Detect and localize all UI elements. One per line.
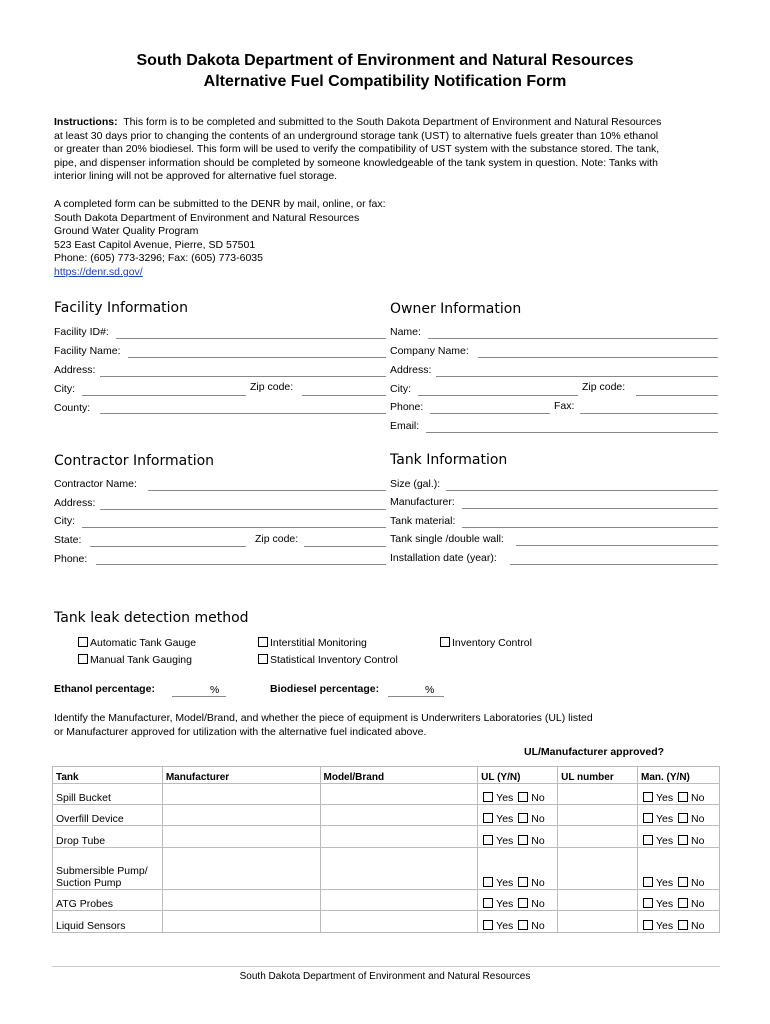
contractor-zip-field[interactable]	[304, 546, 386, 547]
yes-no-options	[641, 920, 705, 932]
owner-name-field[interactable]	[428, 338, 718, 339]
table-row	[53, 784, 720, 805]
model-brand-cell[interactable]	[320, 805, 478, 826]
yes-label: Yes	[496, 898, 514, 910]
no-label: No	[531, 898, 545, 910]
ul-yn-cell	[478, 805, 558, 826]
no-label: No	[531, 877, 545, 889]
yes-label: Yes	[655, 920, 674, 932]
manufacturer-cell[interactable]	[162, 848, 320, 890]
facility-county-field[interactable]	[100, 413, 386, 414]
identify-line: or Manufacturer approved for utilization with the alternative fuel indicated above.	[54, 725, 427, 738]
no-label: No	[691, 835, 705, 847]
form-agency-title: South Dakota Department of Environment and Natural Resources	[136, 52, 634, 69]
contractor-address-label: Address:	[54, 497, 96, 509]
contractor-state-label: State:	[54, 534, 82, 546]
yes-no-options	[641, 898, 705, 910]
yes-label: Yes	[496, 813, 514, 825]
owner-zip-label: Zip code:	[582, 381, 626, 393]
checkbox[interactable]	[258, 654, 268, 664]
submission-info	[54, 198, 722, 280]
option-interstitial-monitoring[interactable]	[258, 637, 367, 649]
ul-number-cell[interactable]	[558, 784, 638, 805]
facility-name-label: Facility Name:	[54, 345, 121, 357]
ul-yn-cell	[478, 911, 558, 933]
table-row	[53, 805, 720, 826]
model-brand-cell[interactable]	[320, 848, 478, 890]
no-checkbox[interactable]	[518, 792, 528, 802]
manufacturer-cell[interactable]	[162, 890, 320, 911]
yes-label: Yes	[655, 877, 674, 889]
yes-no-options	[481, 813, 545, 825]
contractor-heading: Contractor Information	[54, 453, 215, 469]
owner-heading: Owner Information	[390, 301, 522, 317]
option-statistical-inventory-control[interactable]	[258, 654, 398, 666]
contractor-zip-label: Zip code:	[255, 533, 299, 545]
yes-label: Yes	[496, 877, 514, 889]
owner-city-field[interactable]	[418, 395, 578, 396]
identify-instructions	[54, 712, 722, 739]
no-checkbox[interactable]	[518, 835, 528, 845]
man-yn-cell	[637, 890, 719, 911]
equipment-name: ATG Probes	[56, 898, 113, 910]
facility-id-label: Facility ID#:	[54, 326, 109, 338]
yes-no-options	[481, 835, 545, 847]
yes-label: Yes	[655, 792, 674, 804]
yes-no-options	[641, 877, 705, 889]
ul-yn-cell	[478, 826, 558, 848]
table-row	[53, 848, 720, 890]
no-label: No	[531, 920, 545, 932]
man-yn-cell	[637, 826, 719, 848]
option-inventory-control[interactable]	[440, 637, 532, 649]
tank-wall-field[interactable]	[516, 545, 718, 546]
submission-org: South Dakota Department of Environment and Natural Resources	[54, 211, 360, 224]
checkbox[interactable]	[78, 637, 88, 647]
contractor-address-field[interactable]	[100, 509, 386, 510]
manufacturer-cell[interactable]	[162, 911, 320, 933]
form-title: Alternative Fuel Compatibility Notification Form	[203, 73, 567, 90]
yes-checkbox[interactable]	[643, 792, 653, 802]
yes-checkbox[interactable]	[483, 898, 493, 908]
contractor-state-field[interactable]	[90, 546, 246, 547]
table-header-row	[53, 767, 720, 784]
owner-email-label: Email:	[390, 420, 420, 432]
yes-no-options	[641, 835, 705, 847]
option-label: Interstitial Monitoring	[270, 637, 367, 649]
contractor-city-field[interactable]	[82, 527, 386, 528]
owner-name-label: Name:	[390, 326, 421, 338]
no-checkbox[interactable]	[678, 877, 688, 887]
owner-fax-field[interactable]	[580, 413, 718, 414]
option-manual-tank-gauging[interactable]	[78, 654, 192, 666]
contractor-name-field[interactable]	[148, 490, 386, 491]
checkbox[interactable]	[440, 637, 450, 647]
equipment-name: Drop Tube	[56, 835, 106, 847]
option-label: Manual Tank Gauging	[90, 654, 192, 666]
owner-fax-label: Fax:	[554, 400, 575, 412]
yes-checkbox[interactable]	[483, 877, 493, 887]
contractor-phone-field[interactable]	[96, 564, 386, 565]
no-checkbox[interactable]	[518, 898, 528, 908]
instructions	[54, 116, 722, 184]
tank-manufacturer-label: Manufacturer:	[390, 496, 455, 508]
submission-intro: A completed form can be submitted to the DENR by mail, online, or fax:	[54, 198, 386, 210]
tank-material-field[interactable]	[462, 527, 718, 528]
manufacturer-cell[interactable]	[162, 805, 320, 826]
no-checkbox[interactable]	[678, 813, 688, 823]
facility-county-label: County:	[54, 402, 91, 414]
no-label: No	[531, 792, 545, 804]
ul-number-cell[interactable]	[558, 848, 638, 890]
yes-no-options	[481, 898, 545, 910]
tank-wall-label: Tank single /double wall:	[390, 533, 504, 545]
facility-address-label: Address:	[54, 364, 96, 376]
yes-no-options	[481, 920, 545, 932]
no-checkbox[interactable]	[518, 877, 528, 887]
column-header: UL (Y/N)	[478, 767, 558, 784]
tank-size-label: Size (gal.):	[390, 478, 441, 490]
no-label: No	[531, 835, 545, 847]
owner-address-label: Address:	[390, 364, 432, 376]
column-header: Man. (Y/N)	[637, 767, 719, 784]
model-brand-cell[interactable]	[320, 890, 478, 911]
facility-city-field[interactable]	[82, 395, 246, 396]
facility-city-label: City:	[54, 383, 75, 395]
yes-label: Yes	[655, 898, 674, 910]
option-label: Inventory Control	[452, 637, 532, 649]
equipment-cell	[53, 848, 163, 890]
yes-checkbox[interactable]	[483, 835, 493, 845]
yes-no-options	[641, 792, 705, 804]
tank-material-label: Tank material:	[390, 515, 456, 527]
instructions-label: Instructions:	[54, 116, 118, 128]
biodiesel-percentage-label: Biodiesel percentage:	[270, 683, 380, 695]
contractor-city-label: City:	[54, 515, 75, 527]
no-checkbox[interactable]	[518, 813, 528, 823]
facility-zip-field[interactable]	[302, 395, 386, 396]
biodiesel-percent-sign: %	[425, 684, 435, 696]
ul-yn-cell	[478, 848, 558, 890]
model-brand-cell[interactable]	[320, 911, 478, 933]
checkbox[interactable]	[78, 654, 88, 664]
yes-checkbox[interactable]	[643, 877, 653, 887]
table-row	[53, 911, 720, 933]
yes-label: Yes	[496, 920, 514, 932]
equipment-table	[52, 766, 720, 933]
yes-label: Yes	[655, 813, 674, 825]
ethanol-percentage-field[interactable]	[172, 696, 226, 697]
tank-install-date-label: Installation date (year):	[390, 552, 497, 564]
equipment-name-cont: Suction Pump	[56, 877, 122, 889]
facility-heading: Facility Information	[54, 300, 188, 316]
owner-company-field[interactable]	[478, 357, 718, 358]
submission-program: Ground Water Quality Program	[54, 225, 199, 238]
ul-number-cell[interactable]	[558, 826, 638, 848]
column-header: Tank	[53, 767, 163, 784]
man-yn-cell	[637, 848, 719, 890]
footer-text: South Dakota Department of Environment and Natural Resources	[239, 971, 531, 982]
ul-yn-cell	[478, 784, 558, 805]
equipment-name: Submersible Pump/	[56, 865, 148, 877]
equipment-name: Spill Bucket	[56, 792, 111, 804]
manufacturer-cell[interactable]	[162, 784, 320, 805]
facility-id-field[interactable]	[116, 338, 386, 339]
instructions-line: This form is to be completed and submitted to the South Dakota Department of Environment and Natural Resources	[123, 116, 662, 128]
facility-zip-label: Zip code:	[250, 381, 294, 393]
checkbox[interactable]	[258, 637, 268, 647]
equipment-name: Liquid Sensors	[56, 920, 126, 932]
facility-name-field[interactable]	[128, 357, 386, 358]
owner-email-field[interactable]	[426, 432, 718, 433]
model-brand-cell[interactable]	[320, 826, 478, 848]
equipment-cell	[53, 784, 163, 805]
no-label: No	[691, 813, 705, 825]
no-label: No	[691, 898, 705, 910]
no-checkbox[interactable]	[518, 920, 528, 930]
equipment-cell	[53, 805, 163, 826]
submission-address: 523 East Capitol Avenue, Pierre, SD 57501	[54, 238, 256, 251]
manufacturer-cell[interactable]	[162, 826, 320, 848]
yes-no-options	[481, 792, 545, 804]
yes-label: Yes	[496, 835, 514, 847]
yes-checkbox[interactable]	[483, 920, 493, 930]
no-checkbox[interactable]	[678, 920, 688, 930]
owner-zip-field[interactable]	[636, 395, 718, 396]
no-checkbox[interactable]	[678, 835, 688, 845]
instructions-line: pipe, and dispenser information should be completed by someone knowledgeable of the tank system in question. Note: Tanks with	[54, 156, 658, 169]
no-label: No	[691, 920, 705, 932]
denr-website-link[interactable]: https://denr.sd.gov/	[54, 265, 143, 278]
ethanol-percent-sign: %	[210, 684, 220, 696]
yes-label: Yes	[496, 792, 514, 804]
owner-address-field[interactable]	[436, 376, 718, 377]
ul-number-cell[interactable]	[558, 805, 638, 826]
option-label: Automatic Tank Gauge	[90, 637, 197, 649]
column-header: UL number	[558, 767, 638, 784]
tank-install-date-field[interactable]	[510, 564, 718, 565]
no-label: No	[691, 792, 705, 804]
owner-phone-label: Phone:	[390, 401, 424, 413]
option-automatic-tank-gauge[interactable]	[78, 637, 196, 649]
instructions-line: at least 30 days prior to changing the contents of an underground storage tank (UST) to alternative fuels greater than 10% ethanol	[54, 129, 659, 142]
tank-size-field[interactable]	[446, 490, 718, 491]
no-label: No	[691, 877, 705, 889]
man-yn-cell	[637, 805, 719, 826]
owner-phone-field[interactable]	[430, 413, 550, 414]
instructions-line: or greater than 20% biodiesel. This form will be used to verify the compatibility of UST system with the substance stored. The tank,	[54, 143, 660, 156]
instructions-line: interior lining will not be approved for alternative fuel storage.	[54, 170, 338, 183]
owner-company-label: Company Name:	[390, 345, 469, 357]
yes-label: Yes	[655, 835, 674, 847]
option-label: Statistical Inventory Control	[270, 654, 398, 666]
contractor-name-label: Contractor Name:	[54, 478, 137, 490]
yes-no-options	[481, 877, 545, 889]
yes-checkbox[interactable]	[643, 835, 653, 845]
yes-checkbox[interactable]	[643, 813, 653, 823]
no-label: No	[531, 813, 545, 825]
no-checkbox[interactable]	[678, 792, 688, 802]
table-row	[53, 890, 720, 911]
footer-divider	[52, 966, 720, 967]
yes-checkbox[interactable]	[483, 813, 493, 823]
ul-yn-cell	[478, 890, 558, 911]
tank-manufacturer-field[interactable]	[462, 508, 718, 509]
equipment-name: Overfill Device	[56, 813, 124, 825]
ul-approved-group-header: UL/Manufacturer approved?	[524, 746, 665, 758]
equipment-cell	[53, 826, 163, 848]
biodiesel-percentage-field[interactable]	[388, 696, 444, 697]
no-checkbox[interactable]	[678, 898, 688, 908]
table-row	[53, 826, 720, 848]
facility-address-field[interactable]	[100, 376, 386, 377]
column-header: Model/Brand	[320, 767, 478, 784]
man-yn-cell	[637, 784, 719, 805]
identify-line: Identify the Manufacturer, Model/Brand, and whether the piece of equipment is Underwriters Laboratories (UL) listed	[54, 712, 593, 724]
submission-phone: Phone: (605) 773-3296; Fax: (605) 773-6035	[54, 252, 263, 265]
leak-detection-heading: Tank leak detection method	[54, 610, 249, 626]
owner-city-label: City:	[390, 383, 411, 395]
yes-checkbox[interactable]	[643, 920, 653, 930]
yes-no-options	[641, 813, 705, 825]
column-header: Manufacturer	[162, 767, 320, 784]
yes-checkbox[interactable]	[483, 792, 493, 802]
model-brand-cell[interactable]	[320, 784, 478, 805]
ethanol-percentage-label: Ethanol percentage:	[54, 683, 155, 695]
yes-checkbox[interactable]	[643, 898, 653, 908]
contractor-phone-label: Phone:	[54, 553, 88, 565]
tank-heading: Tank Information	[390, 452, 508, 468]
equipment-cell	[53, 911, 163, 933]
ul-number-cell[interactable]	[558, 890, 638, 911]
man-yn-cell	[637, 911, 719, 933]
equipment-cell	[53, 890, 163, 911]
ul-number-cell[interactable]	[558, 911, 638, 933]
